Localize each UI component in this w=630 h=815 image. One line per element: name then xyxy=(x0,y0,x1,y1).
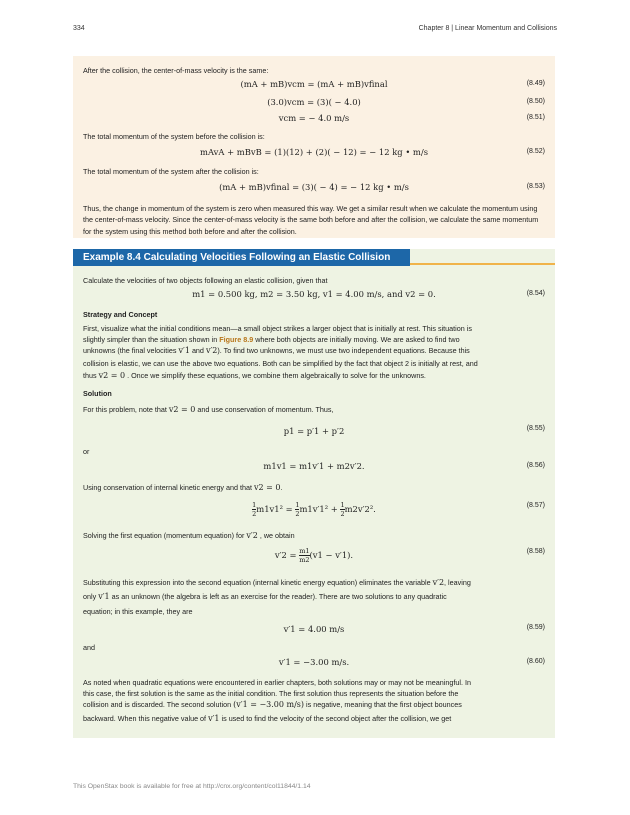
paragraph: The total momentum of the system after the collision is: xyxy=(83,167,259,176)
paragraph: As noted when quadratic equations were encountered in earlier chapters, both solutions may or may not be meaningful. In xyxy=(83,678,471,687)
equation-number: (8.52) xyxy=(526,148,545,155)
equation-number: (8.49) xyxy=(526,80,545,87)
equation-number: (8.50) xyxy=(526,98,545,105)
equation: v′2 = $\frac{m1}{m2}$ (v1 − v′1). xyxy=(274,547,354,564)
paragraph: collision and is discarded. The second solution (v′1 = −3.00 m/s) is negative, meaning that the first object bounces xyxy=(83,700,462,709)
equation: (mA + mB)vcm = (mA + mB)vfinal xyxy=(240,79,388,89)
paragraph: or xyxy=(83,447,90,456)
page-number: 334 xyxy=(73,25,85,32)
paragraph: only v′1 as an unknown (the algebra is left as an exercise for the reader). There are two solutions to any quadratic xyxy=(83,592,447,601)
equation-number: (8.54) xyxy=(526,290,545,297)
paragraph: slightly simpler than the situation shown in Figure 8.9 where both objects are initially moving. We are asked to find two xyxy=(83,335,460,344)
equation: m1 = 0.500 kg, m2 = 3.50 kg, v1 = 4.00 m/s, and v2 = 0. xyxy=(192,289,436,299)
paragraph: First, visualize what the initial conditions mean—a small object strikes a larger object that is initially at rest. This situation is xyxy=(83,324,472,333)
example-box xyxy=(73,249,555,738)
equation: mAvA + mBvB = (1)(12) + (2)( − 12) = − 12 kg • m/s xyxy=(200,147,428,157)
equation-number: (8.53) xyxy=(526,183,545,190)
paragraph: Solving the first equation (momentum equation) for v′2 , we obtain xyxy=(83,531,295,540)
section-heading: Strategy and Concept xyxy=(83,310,158,319)
equation: v′1 = 4.00 m/s xyxy=(283,624,345,634)
paragraph: equation; in this example, they are xyxy=(83,607,193,616)
equation: v′1 = −3.00 m/s. xyxy=(278,657,350,667)
equation: (3.0)vcm = (3)( − 4.0) xyxy=(267,97,361,107)
paragraph: After the collision, the center-of-mass velocity is the same: xyxy=(83,66,269,75)
paragraph: this case, the first solution is the same as the initial condition. The first solution thus represents the situation before the xyxy=(83,689,459,698)
equation-number: (8.51) xyxy=(526,114,545,121)
continued-example-box xyxy=(73,56,555,238)
equation: vcm = − 4.0 m/s xyxy=(278,113,350,123)
paragraph: Thus, the change in momentum of the system is zero when measured this way. We get a similar result when we calculate the momentum using the center-of-mass velocity. Since the center-of-mass velocity is the same both before and after the collision, we calculate the same momentum for the system using this method both before and after the collision. xyxy=(83,204,539,236)
equation-number: (8.60) xyxy=(526,658,545,665)
paragraph: Calculate the velocities of two objects following an elastic collision, given that xyxy=(83,276,328,285)
paragraph: thus v2 = 0 . Once we simplify these equations, we combine them algebraically to solve for the unknowns. xyxy=(83,371,426,380)
paragraph: collision is elastic, we can use the above two equations. Both can be simplified by the fact that object 2 is initially at rest, and xyxy=(83,359,478,368)
equation-number: (8.55) xyxy=(526,425,545,432)
paragraph: backward. When this negative value of v′1 is used to find the velocity of the second object after the collision, we get xyxy=(83,714,452,723)
equation-number: (8.58) xyxy=(526,548,545,555)
equation-number: (8.57) xyxy=(526,502,545,509)
equation: (mA + mB)vfinal = (3)( − 4) = − 12 kg • m/s xyxy=(219,182,409,192)
equation: p1 = p′1 + p′2 xyxy=(283,426,345,436)
section-heading: Solution xyxy=(83,389,112,398)
paragraph: Using conservation of internal kinetic energy and that v2 = 0. xyxy=(83,483,283,492)
footer-note: This OpenStax book is available for free at http://cnx.org/content/col11844/1.14 xyxy=(73,783,311,790)
figure-link[interactable]: Figure 8.9 xyxy=(219,335,254,344)
chapter-header: Chapter 8 | Linear Momentum and Collisions xyxy=(418,25,557,32)
equation-number: (8.59) xyxy=(526,624,545,631)
paragraph: The total momentum of the system before the collision is: xyxy=(83,132,265,141)
example-title: Example 8.4 Calculating Velocities Following an Elastic Collision xyxy=(73,249,410,266)
paragraph: For this problem, note that v2 = 0 and use conservation of momentum. Thus, xyxy=(83,405,334,414)
equation-number: (8.56) xyxy=(526,462,545,469)
paragraph: unknowns (the final velocities v′1 and v′2). To find two unknowns, we must use two independent equations. Because this xyxy=(83,346,470,355)
paragraph: and xyxy=(83,643,95,652)
equation: $\frac{1}{2}$ m1v1² = $\frac{1}{2}$ m1v′1² + $\frac{1}{2}$ m2v′2². xyxy=(252,501,376,518)
equation: m1v1 = m1v′1 + m2v′2. xyxy=(263,461,365,471)
paragraph: Substituting this expression into the second equation (internal kinetic energy equation) eliminates the variable v′2, leaving xyxy=(83,578,471,587)
